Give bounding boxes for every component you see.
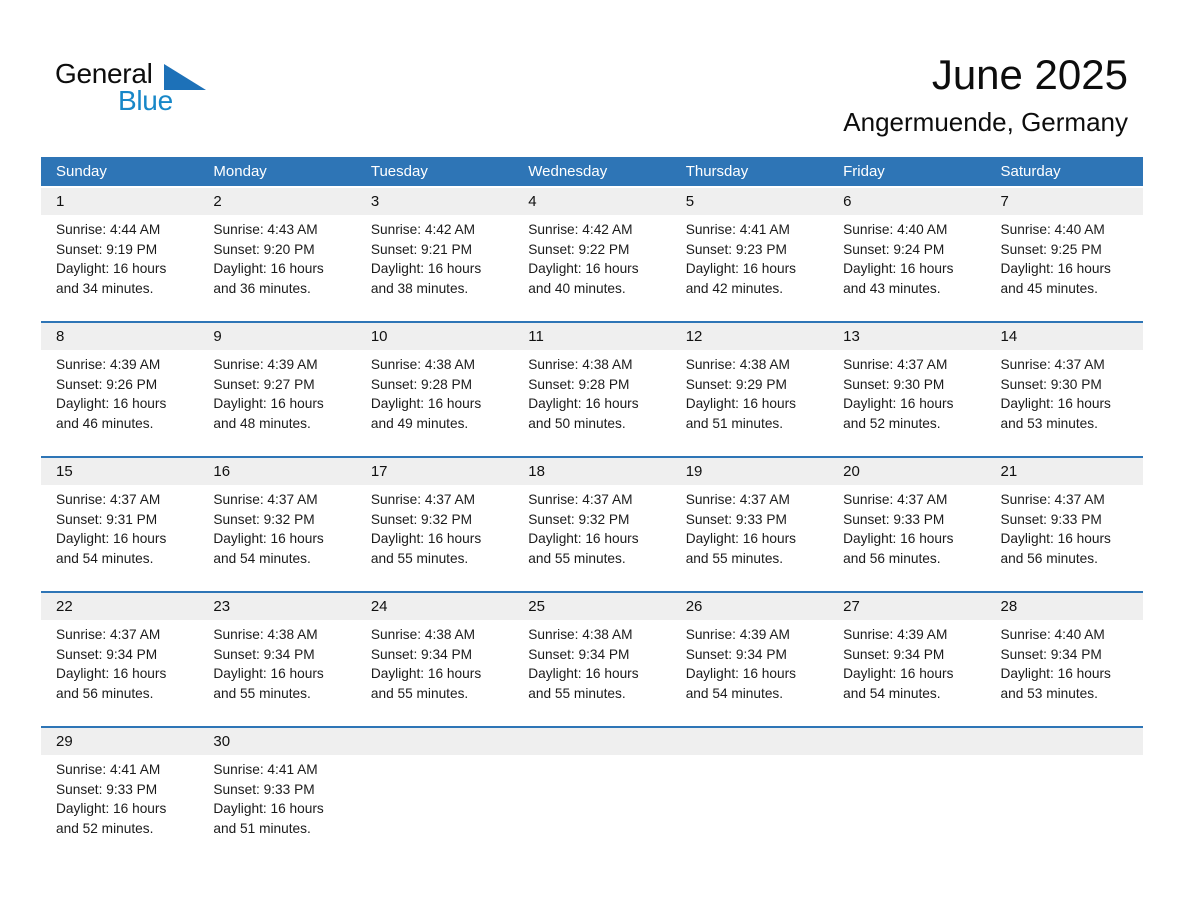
- calendar-day-cell: [513, 620, 670, 703]
- day-number: 21: [1000, 463, 1018, 480]
- day-daylight-text: Daylight: 16 hours and 51 minutes.: [213, 801, 324, 836]
- day-daylight-text: Daylight: 16 hours and 38 minutes.: [370, 261, 482, 296]
- weekday-header-row: [41, 157, 1143, 186]
- calendar-empty-cell: [671, 755, 828, 838]
- day-sunrise-text: Sunrise: 4:41 AM: [56, 762, 161, 777]
- day-sunrise-text: Sunrise: 4:44 AM: [56, 222, 161, 237]
- calendar-day-cell: [828, 620, 985, 703]
- day-sunset-text: Sunset: 9:30 PM: [1000, 376, 1102, 392]
- day-number: 11: [528, 328, 544, 345]
- calendar-weeks: [41, 186, 1143, 861]
- calendar-week-row: [41, 186, 1143, 321]
- day-daylight-text: Daylight: 16 hours and 40 minutes.: [528, 261, 639, 296]
- week-day-number-band: [41, 593, 1143, 620]
- day-daylight-text: Daylight: 16 hours and 51 minutes.: [685, 396, 797, 431]
- day-daylight-text: Daylight: 16 hours and 54 minutes.: [213, 531, 324, 566]
- day-number: 5: [685, 193, 695, 210]
- calendar-day-cell: [513, 485, 670, 568]
- day-number: 1: [56, 193, 65, 210]
- day-sunrise-text: Sunrise: 4:37 AM: [370, 492, 476, 507]
- day-sunset-text: Sunset: 9:33 PM: [685, 511, 787, 527]
- day-number: 19: [685, 463, 703, 480]
- calendar-empty-cell: [828, 755, 985, 838]
- day-sunset-text: Sunset: 9:34 PM: [685, 646, 787, 662]
- day-number: 9: [213, 328, 222, 345]
- day-sunset-text: Sunset: 9:23 PM: [685, 241, 787, 257]
- day-number: 3: [370, 193, 380, 210]
- day-sunset-text: Sunset: 9:25 PM: [1000, 241, 1102, 257]
- week-cells: [41, 485, 1143, 568]
- calendar-day-cell: [198, 755, 355, 838]
- day-number: 20: [843, 463, 860, 480]
- calendar-week-row: [41, 726, 1143, 861]
- day-sunrise-text: Sunrise: 4:37 AM: [685, 492, 790, 507]
- page-title: June 2025: [931, 51, 1128, 98]
- day-sunset-text: Sunset: 9:30 PM: [843, 376, 945, 392]
- day-sunset-text: Sunset: 9:33 PM: [56, 781, 158, 797]
- day-sunset-text: Sunset: 9:34 PM: [56, 646, 158, 662]
- day-daylight-text: Daylight: 16 hours and 53 minutes.: [1000, 666, 1111, 701]
- day-number: 27: [843, 598, 860, 615]
- week-cells: [41, 620, 1143, 703]
- calendar-empty-cell: [356, 755, 513, 838]
- day-sunrise-text: Sunrise: 4:41 AM: [685, 222, 790, 237]
- page-subtitle: Angermuende, Germany: [843, 107, 1128, 137]
- calendar-week-row: [41, 321, 1143, 456]
- day-daylight-text: Daylight: 16 hours and 42 minutes.: [685, 261, 797, 296]
- day-daylight-text: Daylight: 16 hours and 36 minutes.: [213, 261, 324, 296]
- day-daylight-text: Daylight: 16 hours and 56 minutes.: [1000, 531, 1111, 566]
- day-number: 29: [56, 733, 73, 750]
- day-daylight-text: Daylight: 16 hours and 56 minutes.: [843, 531, 954, 566]
- day-number: 8: [56, 328, 65, 345]
- calendar-week-row: [41, 456, 1143, 591]
- day-sunrise-text: Sunrise: 4:40 AM: [1000, 222, 1105, 237]
- calendar-day-cell: [198, 215, 355, 298]
- week-day-number-band: [41, 458, 1143, 485]
- day-sunrise-text: Sunrise: 4:40 AM: [1000, 627, 1105, 642]
- day-number: 7: [1000, 193, 1009, 210]
- day-daylight-text: Daylight: 16 hours and 54 minutes.: [685, 666, 797, 701]
- day-daylight-text: Daylight: 16 hours and 55 minutes.: [685, 531, 797, 566]
- weekday-header-saturday: Saturday: [1000, 163, 1061, 180]
- weekday-header-thursday: Thursday: [685, 163, 749, 180]
- weekday-header-sunday: Sunday: [56, 163, 107, 180]
- day-daylight-text: Daylight: 16 hours and 48 minutes.: [213, 396, 324, 431]
- calendar-table: [41, 157, 1143, 861]
- day-daylight-text: Daylight: 16 hours and 55 minutes.: [213, 666, 324, 701]
- day-sunrise-text: Sunrise: 4:38 AM: [528, 357, 633, 372]
- day-sunset-text: Sunset: 9:22 PM: [528, 241, 630, 257]
- day-daylight-text: Daylight: 16 hours and 52 minutes.: [843, 396, 954, 431]
- day-number: 22: [56, 598, 73, 615]
- calendar-day-cell: [671, 350, 828, 433]
- day-sunrise-text: Sunrise: 4:39 AM: [56, 357, 161, 372]
- day-number: 12: [685, 328, 703, 345]
- day-sunrise-text: Sunrise: 4:37 AM: [213, 492, 318, 507]
- day-daylight-text: Daylight: 16 hours and 52 minutes.: [56, 801, 167, 836]
- day-sunset-text: Sunset: 9:33 PM: [1000, 511, 1102, 527]
- day-daylight-text: Daylight: 16 hours and 50 minutes.: [528, 396, 639, 431]
- day-number: 25: [528, 598, 545, 615]
- day-number: 24: [370, 598, 388, 615]
- day-sunset-text: Sunset: 9:28 PM: [528, 376, 630, 392]
- day-daylight-text: Daylight: 16 hours and 55 minutes.: [528, 531, 639, 566]
- calendar-day-cell: [986, 215, 1143, 298]
- weekday-header-tuesday: Tuesday: [370, 163, 428, 180]
- calendar-day-cell: [41, 350, 198, 433]
- calendar-day-cell: [356, 350, 513, 433]
- week-cells: [41, 350, 1143, 433]
- calendar-day-cell: [41, 215, 198, 298]
- calendar-day-cell: [828, 485, 985, 568]
- day-number: 15: [56, 463, 73, 480]
- day-sunrise-text: Sunrise: 4:40 AM: [843, 222, 948, 237]
- week-day-number-band: [41, 728, 1143, 755]
- day-sunset-text: Sunset: 9:34 PM: [528, 646, 630, 662]
- day-sunrise-text: Sunrise: 4:37 AM: [843, 357, 948, 372]
- day-sunset-text: Sunset: 9:21 PM: [370, 241, 473, 257]
- day-sunrise-text: Sunrise: 4:37 AM: [56, 492, 161, 507]
- calendar-week-row: [41, 591, 1143, 726]
- day-sunset-text: Sunset: 9:32 PM: [213, 511, 315, 527]
- day-sunrise-text: Sunrise: 4:42 AM: [370, 222, 476, 237]
- logo-text-general: General: [55, 58, 153, 89]
- general-blue-logo: [55, 58, 265, 122]
- day-sunrise-text: Sunrise: 4:38 AM: [370, 627, 476, 642]
- title-block: [843, 50, 1128, 138]
- day-sunrise-text: Sunrise: 4:43 AM: [213, 222, 318, 237]
- calendar-day-cell: [356, 215, 513, 298]
- day-sunrise-text: Sunrise: 4:38 AM: [370, 357, 476, 372]
- weekday-header-monday: Monday: [213, 163, 267, 180]
- day-sunset-text: Sunset: 9:34 PM: [843, 646, 945, 662]
- day-sunrise-text: Sunrise: 4:37 AM: [1000, 492, 1105, 507]
- day-daylight-text: Daylight: 16 hours and 53 minutes.: [1000, 396, 1111, 431]
- day-daylight-text: Daylight: 16 hours and 45 minutes.: [1000, 261, 1111, 296]
- calendar-day-cell: [986, 485, 1143, 568]
- day-sunrise-text: Sunrise: 4:37 AM: [1000, 357, 1105, 372]
- day-daylight-text: Daylight: 16 hours and 55 minutes.: [370, 531, 482, 566]
- day-daylight-text: Daylight: 16 hours and 54 minutes.: [843, 666, 954, 701]
- day-sunrise-text: Sunrise: 4:37 AM: [843, 492, 948, 507]
- day-sunrise-text: Sunrise: 4:42 AM: [528, 222, 633, 237]
- calendar-day-cell: [671, 620, 828, 703]
- calendar-day-cell: [671, 215, 828, 298]
- day-sunrise-text: Sunrise: 4:38 AM: [685, 357, 790, 372]
- calendar-day-cell: [356, 620, 513, 703]
- day-number: 2: [213, 193, 222, 210]
- day-number: 28: [1000, 598, 1018, 615]
- calendar-day-cell: [198, 620, 355, 703]
- day-number: 4: [528, 193, 537, 210]
- logo-text-blue: Blue: [118, 85, 173, 116]
- calendar-day-cell: [41, 755, 198, 838]
- day-daylight-text: Daylight: 16 hours and 49 minutes.: [370, 396, 482, 431]
- day-number: 13: [843, 328, 860, 345]
- day-sunset-text: Sunset: 9:28 PM: [370, 376, 473, 392]
- day-sunset-text: Sunset: 9:34 PM: [213, 646, 315, 662]
- calendar-day-cell: [513, 350, 670, 433]
- day-sunrise-text: Sunrise: 4:39 AM: [843, 627, 948, 642]
- day-sunset-text: Sunset: 9:19 PM: [56, 241, 158, 257]
- weekday-header-wednesday: Wednesday: [528, 163, 608, 180]
- day-number: 26: [685, 598, 703, 615]
- day-number: 17: [370, 463, 388, 480]
- day-sunset-text: Sunset: 9:34 PM: [1000, 646, 1102, 662]
- day-daylight-text: Daylight: 16 hours and 56 minutes.: [56, 666, 167, 701]
- calendar-day-cell: [986, 620, 1143, 703]
- calendar-day-cell: [986, 350, 1143, 433]
- calendar-day-cell: [41, 485, 198, 568]
- day-number: 23: [213, 598, 231, 615]
- calendar-day-cell: [828, 350, 985, 433]
- calendar-day-cell: [198, 350, 355, 433]
- day-sunset-text: Sunset: 9:34 PM: [370, 646, 473, 662]
- calendar-day-cell: [41, 620, 198, 703]
- weekday-header-friday: Friday: [843, 163, 885, 180]
- day-daylight-text: Daylight: 16 hours and 43 minutes.: [843, 261, 954, 296]
- day-daylight-text: Daylight: 16 hours and 55 minutes.: [528, 666, 639, 701]
- day-sunrise-text: Sunrise: 4:37 AM: [528, 492, 633, 507]
- day-sunset-text: Sunset: 9:20 PM: [213, 241, 315, 257]
- calendar-day-cell: [356, 485, 513, 568]
- calendar-empty-cell: [513, 755, 670, 838]
- day-sunset-text: Sunset: 9:32 PM: [528, 511, 630, 527]
- day-sunset-text: Sunset: 9:32 PM: [370, 511, 473, 527]
- calendar-day-cell: [198, 485, 355, 568]
- calendar-day-cell: [513, 215, 670, 298]
- day-daylight-text: Daylight: 16 hours and 55 minutes.: [370, 666, 482, 701]
- week-cells: [41, 215, 1143, 298]
- day-sunset-text: Sunset: 9:29 PM: [685, 376, 787, 392]
- day-sunrise-text: Sunrise: 4:41 AM: [213, 762, 318, 777]
- day-number: 14: [1000, 328, 1018, 345]
- calendar-day-cell: [828, 215, 985, 298]
- day-sunset-text: Sunset: 9:33 PM: [213, 781, 315, 797]
- day-number: 18: [528, 463, 545, 480]
- day-daylight-text: Daylight: 16 hours and 34 minutes.: [56, 261, 167, 296]
- day-sunset-text: Sunset: 9:33 PM: [843, 511, 945, 527]
- day-sunset-text: Sunset: 9:24 PM: [843, 241, 945, 257]
- calendar-empty-cell: [986, 755, 1143, 838]
- day-sunrise-text: Sunrise: 4:37 AM: [56, 627, 161, 642]
- day-sunrise-text: Sunrise: 4:38 AM: [528, 627, 633, 642]
- day-number: 16: [213, 463, 231, 480]
- day-sunset-text: Sunset: 9:27 PM: [213, 376, 315, 392]
- day-sunset-text: Sunset: 9:26 PM: [56, 376, 158, 392]
- day-sunrise-text: Sunrise: 4:39 AM: [213, 357, 318, 372]
- day-number: 30: [213, 733, 231, 750]
- day-sunset-text: Sunset: 9:31 PM: [56, 511, 158, 527]
- day-daylight-text: Daylight: 16 hours and 54 minutes.: [56, 531, 167, 566]
- week-cells: [41, 755, 1143, 838]
- week-day-number-band: [41, 323, 1143, 350]
- day-daylight-text: Daylight: 16 hours and 46 minutes.: [56, 396, 167, 431]
- calendar-day-cell: [671, 485, 828, 568]
- day-sunrise-text: Sunrise: 4:39 AM: [685, 627, 790, 642]
- week-day-number-band: [41, 188, 1143, 215]
- day-sunrise-text: Sunrise: 4:38 AM: [213, 627, 318, 642]
- day-number: 6: [843, 193, 852, 210]
- day-number: 10: [370, 328, 388, 345]
